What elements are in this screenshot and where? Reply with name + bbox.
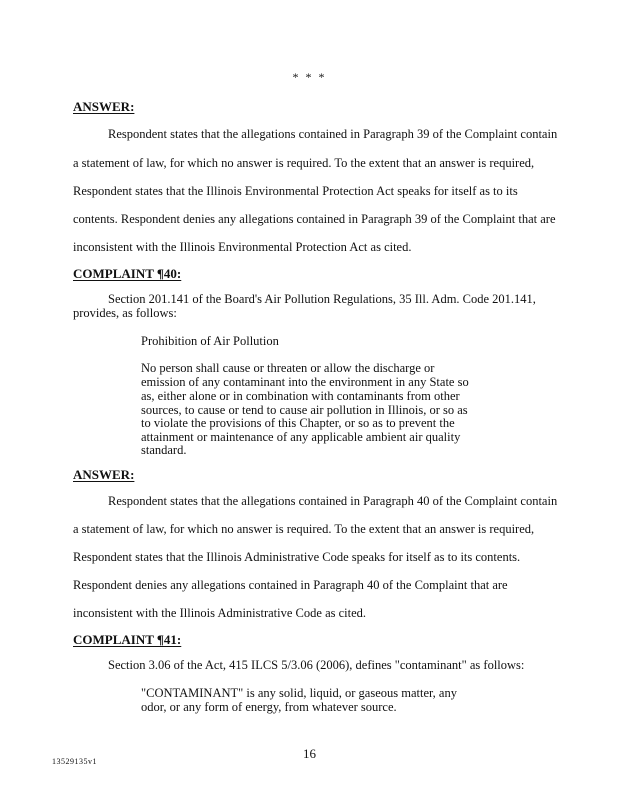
- answer-40-line: inconsistent with the Illinois Administrative Code as cited.: [73, 606, 367, 620]
- block-quote-line: attainment or maintenance of any applicable ambient air quality: [141, 430, 461, 444]
- answer-39-line: inconsistent with the Illinois Environmental Protection Act as cited.: [73, 240, 412, 254]
- block-quote-line: standard.: [141, 443, 187, 457]
- block-quote-line: odor, or any form of energy, from whatever source.: [141, 700, 397, 714]
- page-number: 16: [303, 746, 316, 761]
- answer-39-line: Respondent states that the allegations contained in Paragraph 39 of the Complaint contain: [108, 127, 558, 141]
- block-quote-line: No person shall cause or threaten or allow the discharge or: [141, 361, 435, 375]
- block-quote-line: as, either alone or in combination with contaminants from other: [141, 389, 460, 403]
- answer-40-line: Respondent states that the Illinois Administrative Code speaks for itself as to its contents.: [73, 550, 521, 564]
- answer-39-line: a statement of law, for which no answer is required. To the extent that an answer is required,: [73, 156, 535, 170]
- block-quote-line: emission of any contaminant into the environment in any State so: [141, 375, 469, 389]
- answer-39-line: contents. Respondent denies any allegations contained in Paragraph 39 of the Complaint that are: [73, 212, 556, 226]
- answer-40-line: a statement of law, for which no answer is required. To the extent that an answer is required,: [73, 522, 535, 536]
- block-quote-line: to violate the provisions of this Chapter, or so as to prevent the: [141, 416, 455, 430]
- answer-heading: ANSWER:: [73, 99, 135, 114]
- complaint-40-line: Section 201.141 of the Board's Air Pollution Regulations, 35 Ill. Adm. Code 201.141,: [108, 292, 536, 306]
- document-id: 13529135v1: [52, 757, 97, 766]
- complaint-40-heading: COMPLAINT ¶40:: [73, 266, 182, 281]
- quote-title: Prohibition of Air Pollution: [141, 334, 279, 348]
- complaint-41-heading: COMPLAINT ¶41:: [73, 632, 182, 647]
- block-quote-line: "CONTAMINANT" is any solid, liquid, or gaseous matter, any: [141, 686, 457, 700]
- complaint-41-line: Section 3.06 of the Act, 415 ILCS 5/3.06 (2006), defines "contaminant" as follows:: [108, 658, 525, 672]
- block-quote-line: sources, to cause or tend to cause air pollution in Illinois, or so as: [141, 403, 468, 417]
- section-separator: * * *: [292, 70, 327, 84]
- answer-heading: ANSWER:: [73, 467, 135, 482]
- complaint-40-line: provides, as follows:: [73, 306, 177, 320]
- answer-39-line: Respondent states that the Illinois Environmental Protection Act speaks for itself as to its: [73, 184, 518, 198]
- answer-40-line: Respondent states that the allegations contained in Paragraph 40 of the Complaint contain: [108, 494, 558, 508]
- answer-40-line: Respondent denies any allegations contained in Paragraph 40 of the Complaint that are: [73, 578, 508, 592]
